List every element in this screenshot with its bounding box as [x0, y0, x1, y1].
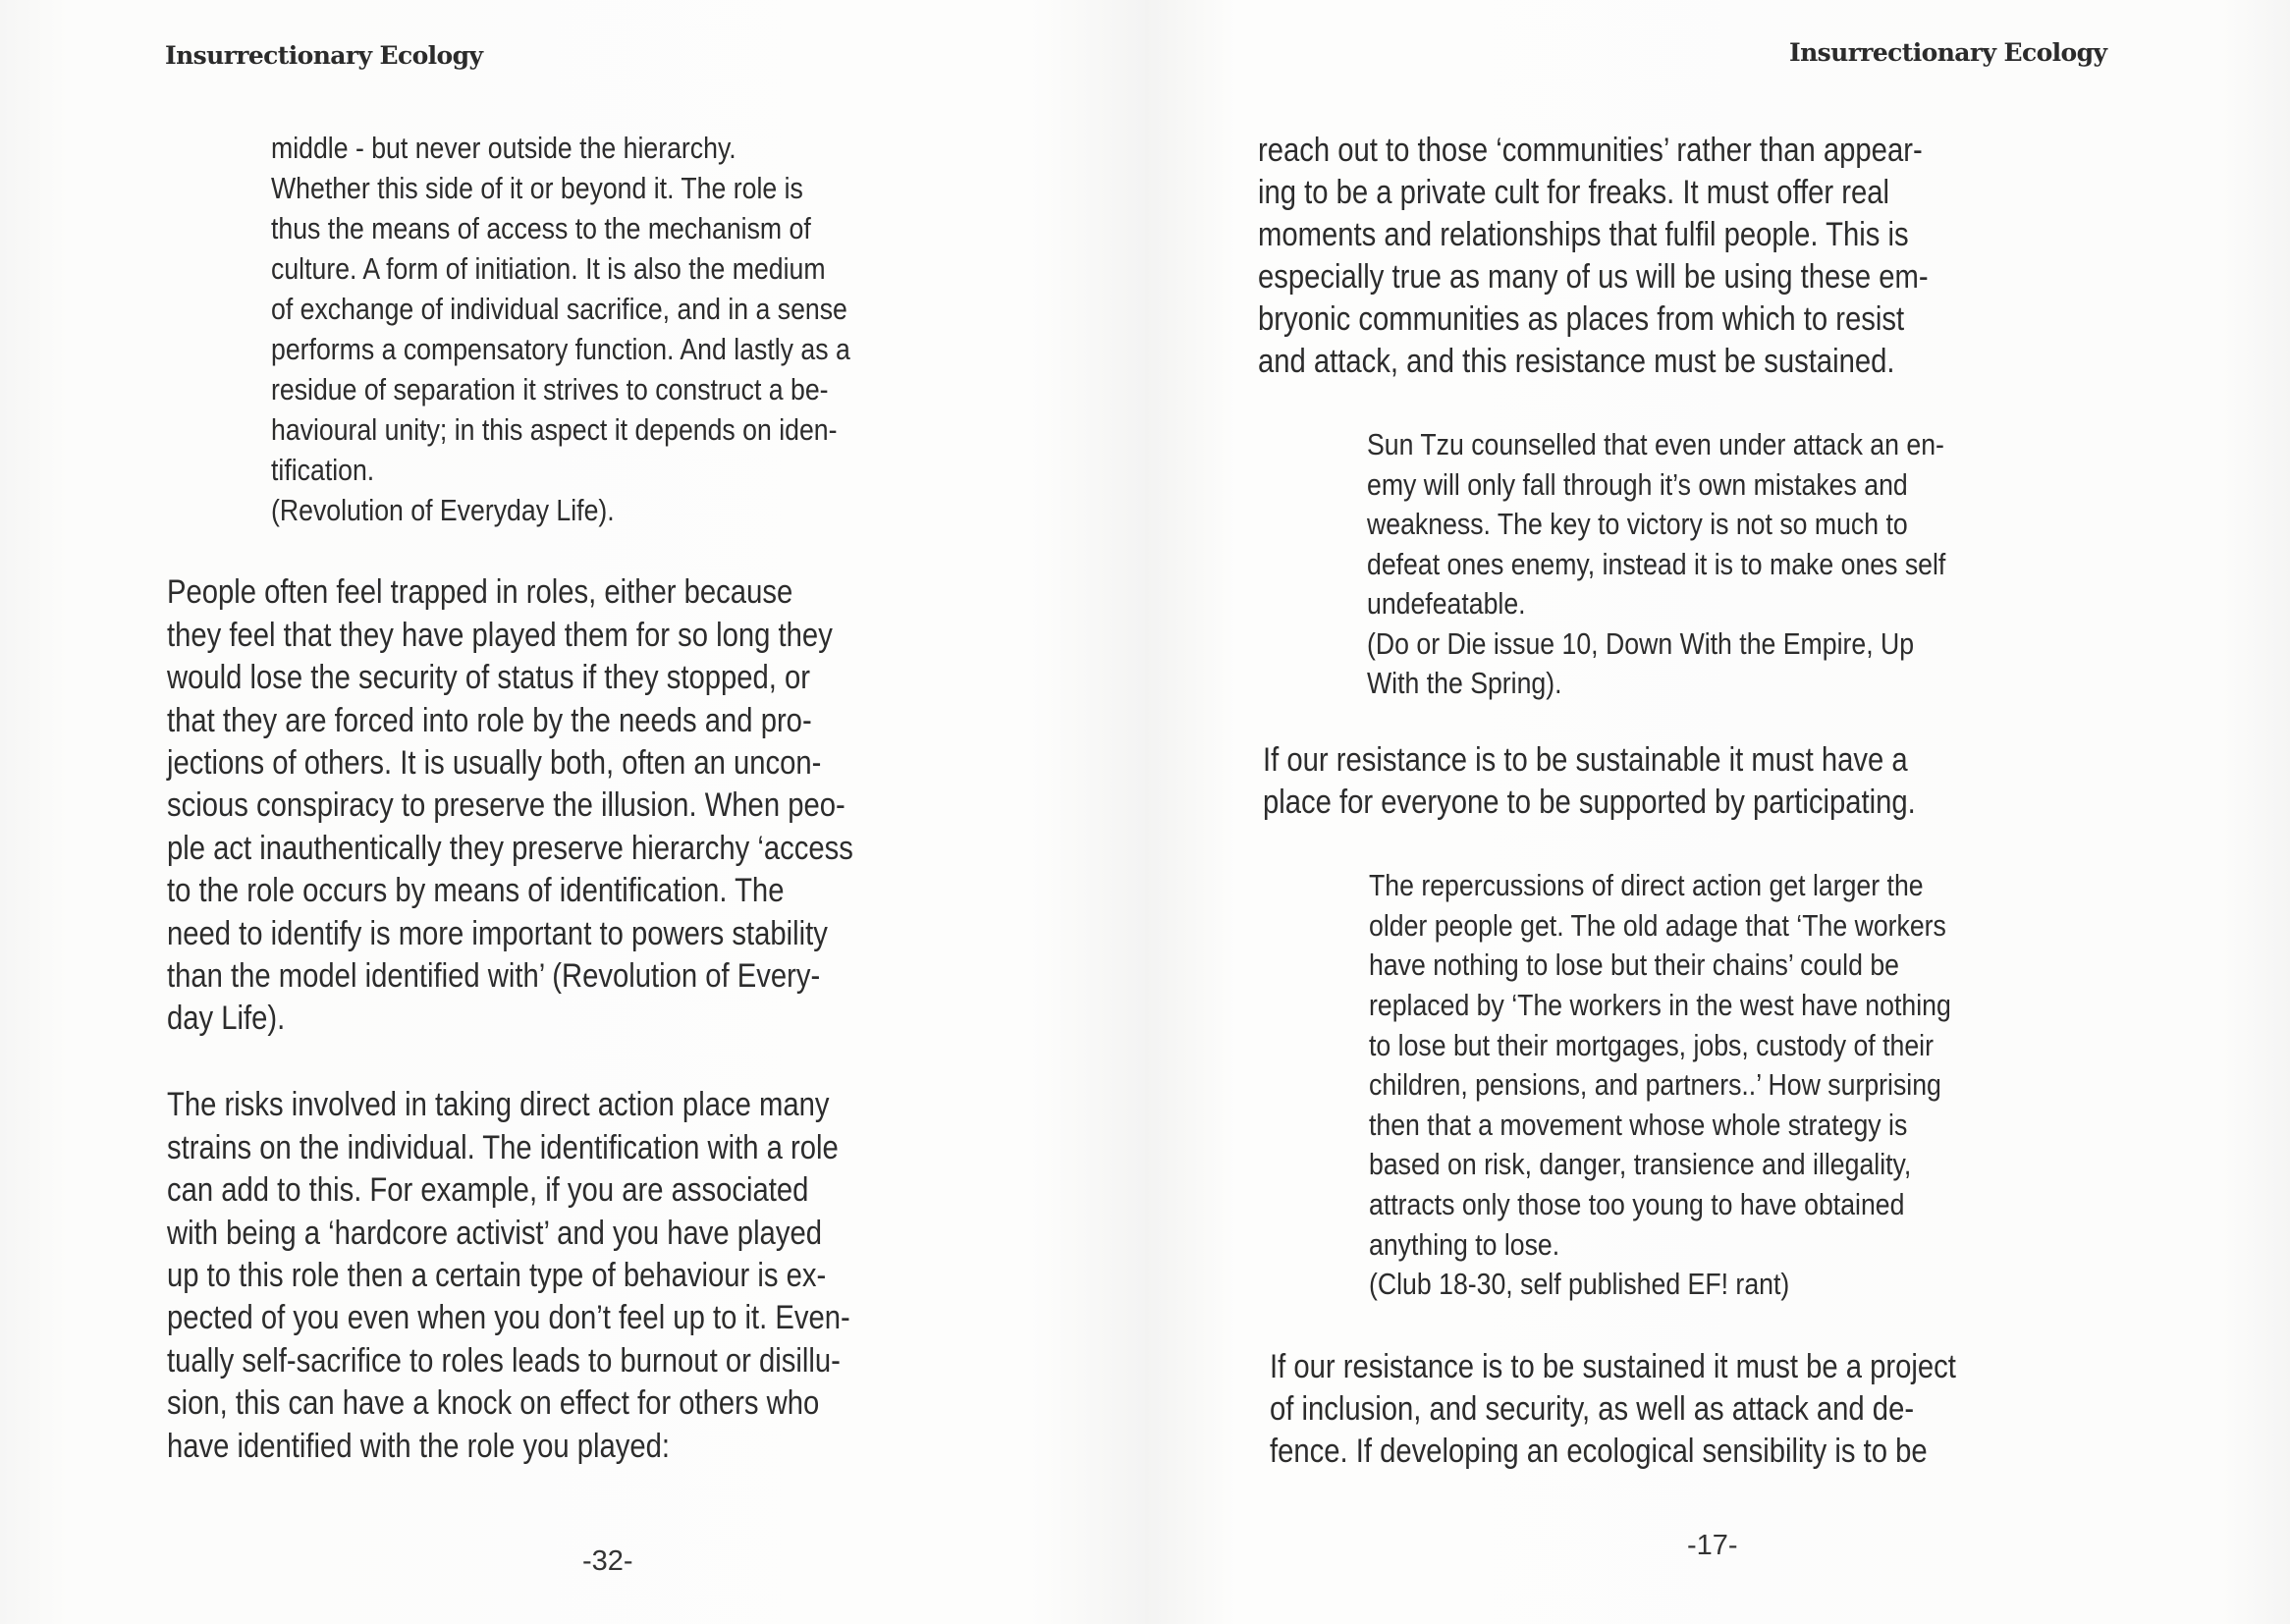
text-line: they feel that they have played them for so long they: [167, 616, 833, 654]
text-line: If our resistance is to be sustainable it must have a: [1263, 741, 1908, 780]
text-line: and attack, and this resistance must be sustained.: [1258, 343, 1895, 381]
text-line: scious conspiracy to preserve the illusion. When peo-: [167, 786, 845, 825]
text-line: day Life).: [167, 1000, 286, 1038]
right-running-head: Insurrectionary Ecology: [1789, 38, 2107, 67]
text-line: that they are forced into role by the needs and pro-: [167, 701, 812, 739]
text-line: than the model identified with’ (Revolution of Every-: [167, 957, 821, 995]
text-line: to the role occurs by means of identification. The: [167, 872, 785, 910]
text-line: older people get. The old adage that ‘The workers: [1369, 907, 1946, 943]
right-page: [1145, 0, 2290, 1624]
text-line: children, pensions, and partners..’ How surprising: [1369, 1067, 1941, 1103]
text-line: reach out to those ‘communities’ rather than appear-: [1258, 132, 1923, 170]
text-line: Whether this side of it or beyond it. The role is: [271, 171, 803, 206]
text-line: The risks involved in taking direct action place many: [167, 1086, 830, 1124]
text-line: of inclusion, and security, as well as attack and de-: [1270, 1390, 1915, 1429]
text-line: thus the means of access to the mechanism of: [271, 211, 811, 246]
text-line: ple act inauthentically they preserve hierarchy ‘access: [167, 829, 853, 867]
text-line: attracts only those too young to have obtained: [1369, 1186, 1905, 1221]
text-line: (Club 18-30, self published EF! rant): [1369, 1267, 1790, 1302]
text-line: fence. If developing an ecological sensibility is to be: [1270, 1433, 1928, 1471]
text-line: residue of separation it strives to construct a be-: [271, 372, 829, 407]
text-line: have nothing to lose but their chains’ could be: [1369, 947, 1899, 983]
text-line: moments and relationships that fulfil people. This is: [1258, 216, 1909, 254]
text-line: tification.: [271, 453, 375, 488]
text-line: undefeatable.: [1367, 586, 1526, 622]
text-line: sion, this can have a knock on effect for others who: [167, 1384, 820, 1423]
text-line: (Revolution of Everyday Life).: [271, 493, 615, 528]
text-line: emy will only fall through it’s own mistakes and: [1367, 466, 1908, 502]
text-line: The repercussions of direct action get larger the: [1369, 868, 1924, 903]
text-line: ing to be a private cult for freaks. It must offer real: [1258, 174, 1890, 212]
text-line: based on risk, danger, transience and illegality,: [1369, 1147, 1912, 1182]
text-line: anything to lose.: [1369, 1226, 1560, 1262]
right-page-number: -17-: [1687, 1530, 1738, 1561]
text-line: pected of you even when you don’t feel up to it. Even-: [167, 1299, 850, 1337]
text-line: of exchange of individual sacrifice, and in a sense: [271, 292, 847, 327]
text-line: defeat ones enemy, instead it is to make ones self: [1367, 546, 1946, 581]
text-line: People often feel trapped in roles, either because: [167, 573, 793, 612]
text-line: middle - but never outside the hierarchy.: [271, 131, 736, 166]
text-line: weakness. The key to victory is not so much to: [1367, 507, 1908, 542]
text-line: can add to this. For example, if you are associated: [167, 1171, 809, 1210]
text-line: jections of others. It is usually both, often an uncon-: [167, 744, 822, 782]
text-line: tually self-sacrifice to roles leads to burnout or disillu-: [167, 1341, 841, 1380]
text-line: (Do or Die issue 10, Down With the Empire, Up: [1367, 625, 1915, 661]
text-line: strains on the individual. The identification with a role: [167, 1128, 839, 1166]
text-line: need to identify is more important to powers stability: [167, 914, 828, 952]
text-line: havioural unity; in this aspect it depends on iden-: [271, 412, 838, 448]
text-line: with being a ‘hardcore activist’ and you have played: [167, 1214, 822, 1252]
text-line: then that a movement whose whole strategy is: [1369, 1107, 1908, 1142]
text-line: performs a compensatory function. And lastly as a: [271, 332, 850, 367]
text-line: culture. A form of initiation. It is also the medium: [271, 251, 826, 287]
text-line: replaced by ‘The workers in the west have nothing: [1369, 987, 1951, 1022]
text-line: Sun Tzu counselled that even under attack an en-: [1367, 427, 1944, 462]
text-line: bryonic communities as places from which to resist: [1258, 300, 1905, 339]
text-line: With the Spring).: [1367, 666, 1562, 701]
text-line: up to this role then a certain type of behaviour is ex-: [167, 1257, 827, 1294]
left-page-number: -32-: [582, 1545, 633, 1577]
text-line: have identified with the role you played:: [167, 1427, 671, 1465]
left-running-head: Insurrectionary Ecology: [165, 41, 483, 70]
text-line: especially true as many of us will be using these em-: [1258, 258, 1929, 297]
text-line: place for everyone to be supported by participating.: [1263, 784, 1916, 822]
text-line: If our resistance is to be sustained it must be a project: [1270, 1348, 1956, 1386]
text-line: would lose the security of status if they stopped, or: [167, 659, 811, 697]
text-line: to lose but their mortgages, jobs, custody of their: [1369, 1027, 1934, 1062]
